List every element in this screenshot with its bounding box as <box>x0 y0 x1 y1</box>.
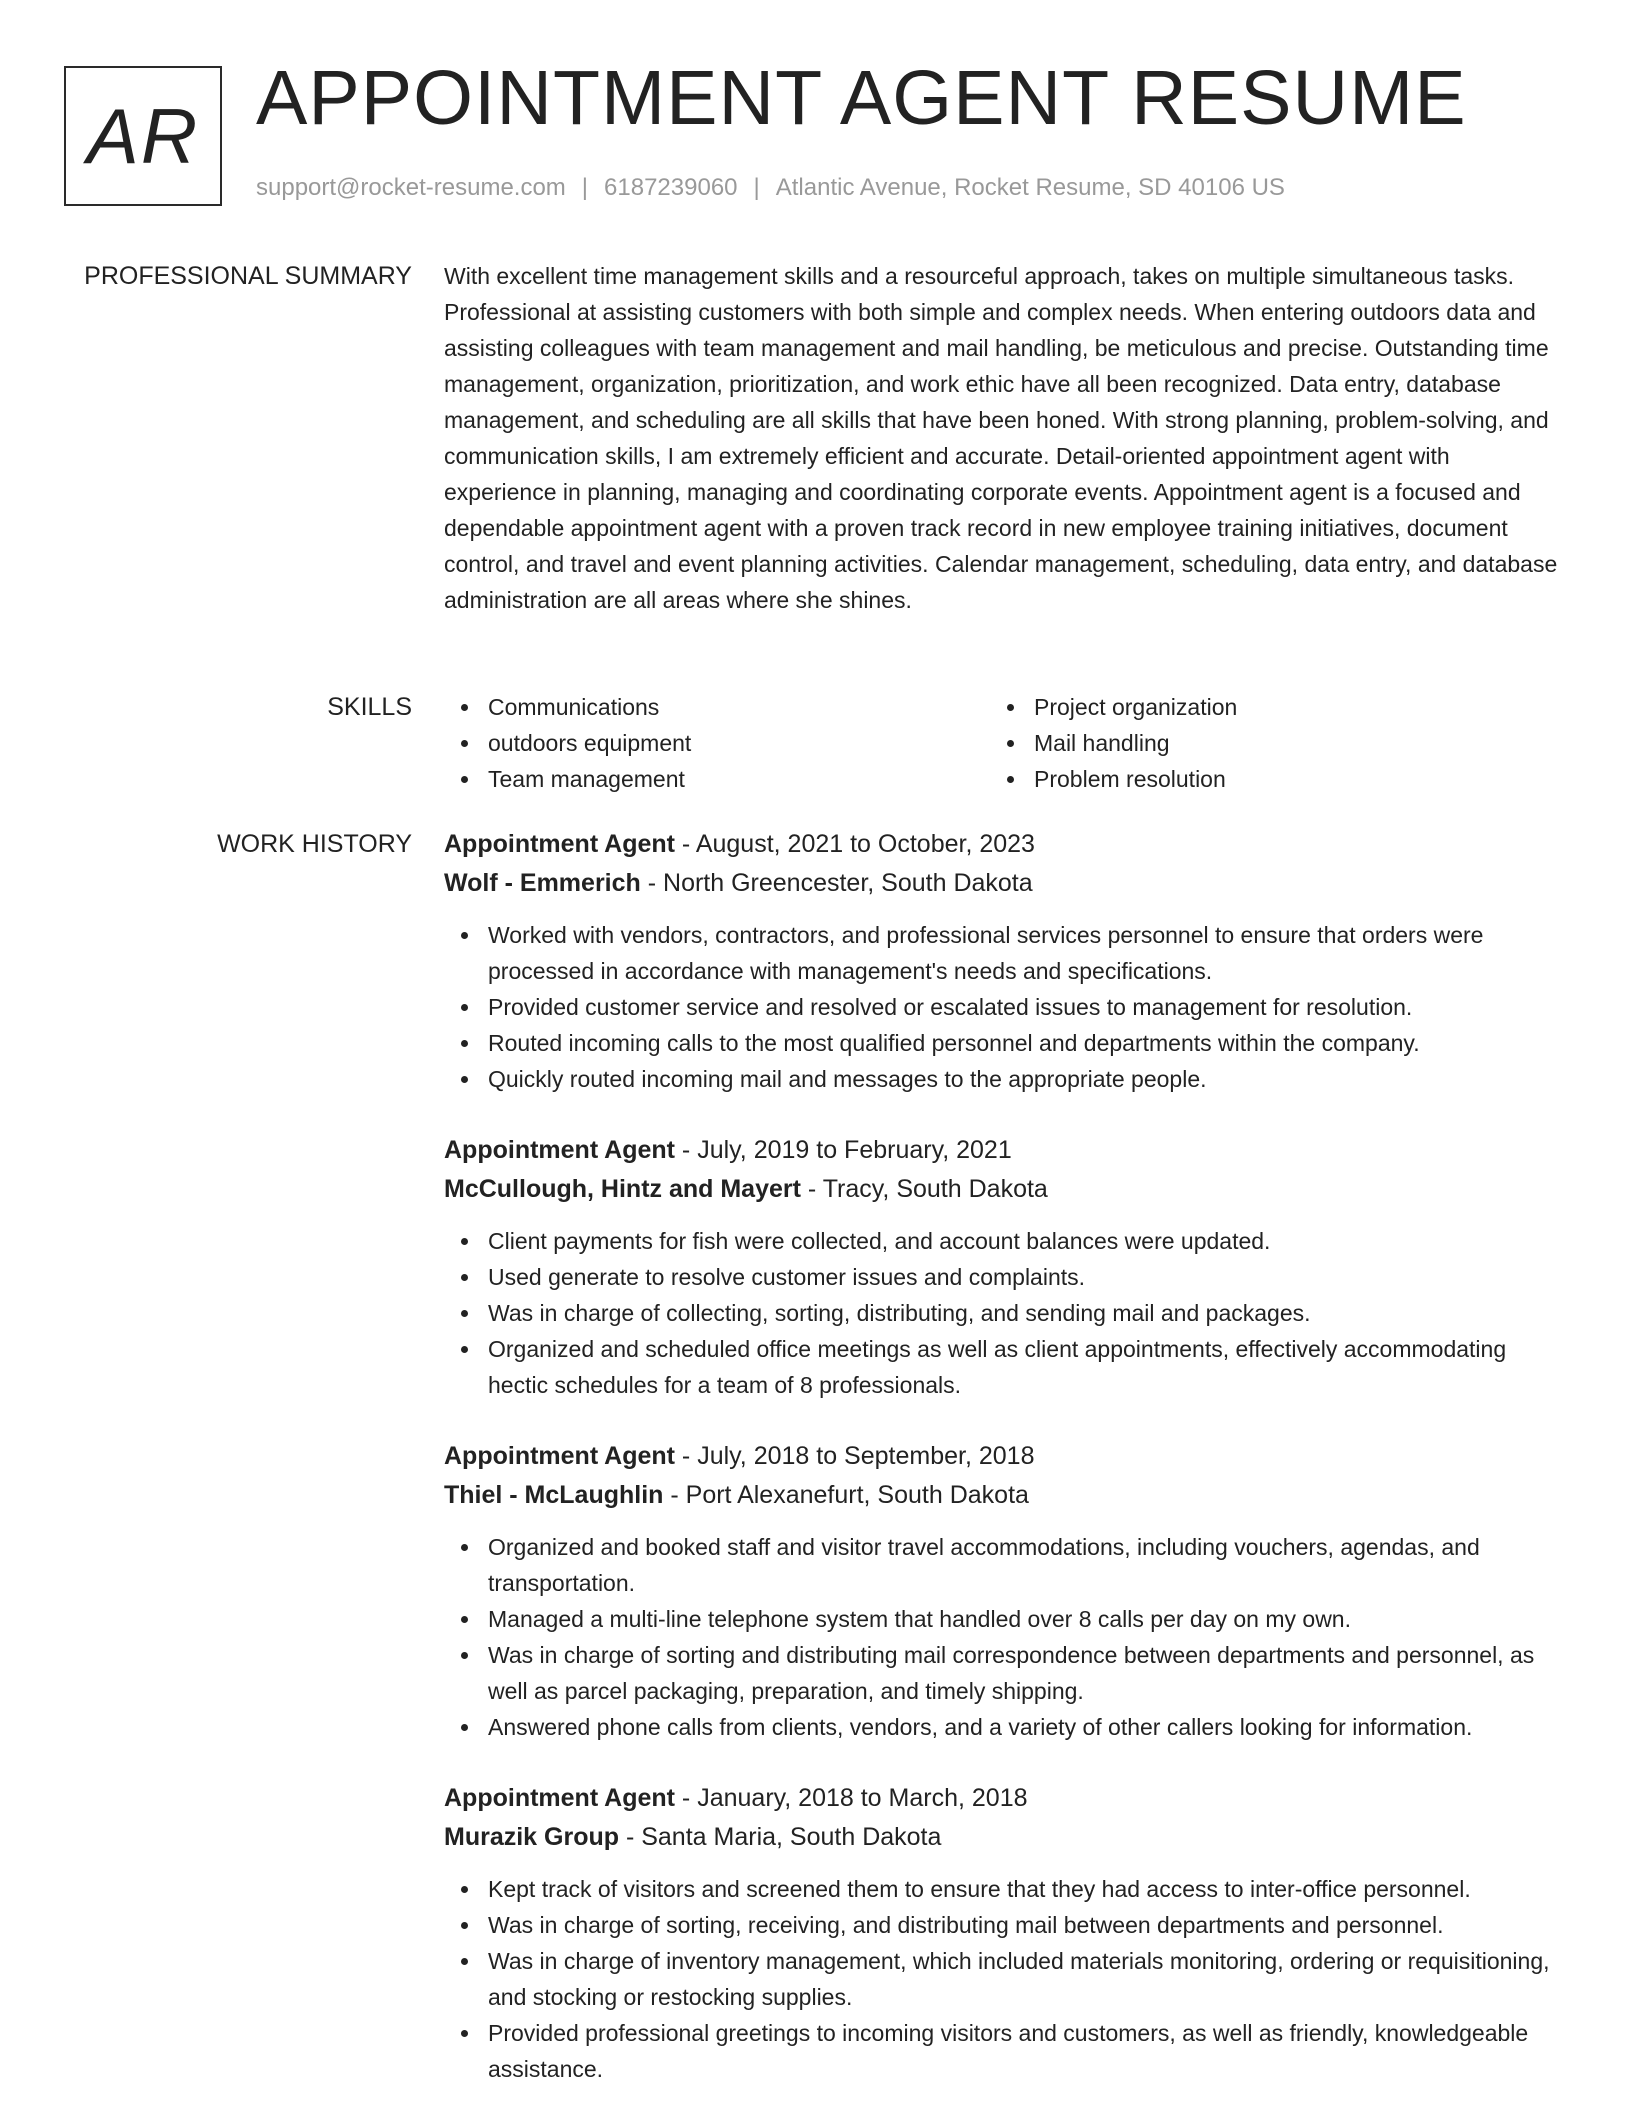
job-location: - Port Alexanefurt, South Dakota <box>663 1481 1029 1509</box>
work-history-heading: WORK HISTORY <box>217 830 412 858</box>
skills-heading: SKILLS <box>327 693 412 721</box>
contact-separator: | <box>753 174 760 201</box>
skill-item: Mail handling <box>990 725 1536 761</box>
page-title: APPOINTMENT AGENT RESUME <box>256 55 1467 141</box>
job-location: - Tracy, South Dakota <box>800 1175 1048 1203</box>
job-location: - North Greencester, South Dakota <box>640 869 1033 897</box>
job-bullet: Quickly routed incoming mail and messages to the appropriate people. <box>444 1061 1566 1097</box>
skill-item: Team management <box>444 761 990 797</box>
contact-separator: | <box>581 174 589 201</box>
job-bullets <box>444 1871 1566 2087</box>
contact-email[interactable]: support@rocket-resume.com <box>256 174 566 201</box>
job-company-line <box>444 1818 1566 1857</box>
job-bullet: Organized and booked staff and visitor travel accommodations, including vouchers, agendas, and transportation. <box>444 1529 1566 1601</box>
job-title: Appointment Agent <box>444 830 675 858</box>
job-bullet: Provided customer service and resolved or escalated issues to management for resolution. <box>444 989 1566 1025</box>
skill-item: Project organization <box>990 689 1536 725</box>
job-bullet: Organized and scheduled office meetings as well as client appointments, effectively accommodating hectic schedules for a team of 8 professionals. <box>444 1331 1566 1403</box>
monogram-initials: AR <box>86 91 200 180</box>
job-bullets <box>444 1223 1566 1403</box>
job-dates: - July, 2019 to February, 2021 <box>674 1136 1012 1164</box>
summary-heading: PROFESSIONAL SUMMARY <box>84 262 412 290</box>
job-title: Appointment Agent <box>444 1136 675 1164</box>
job-entry <box>444 1779 1566 2087</box>
job-title: Appointment Agent <box>444 1784 675 1812</box>
job-bullets <box>444 1529 1566 1745</box>
skill-item: Communications <box>444 689 990 725</box>
skill-item: outdoors equipment <box>444 725 990 761</box>
job-bullet: Routed incoming calls to the most qualified personnel and departments within the company. <box>444 1025 1566 1061</box>
skills-content <box>444 689 1566 797</box>
job-bullet: Answered phone calls from clients, vendors, and a variety of other callers looking for information. <box>444 1709 1566 1745</box>
job-company-line <box>444 1170 1566 1209</box>
job-bullet: Was in charge of sorting, receiving, and distributing mail between departments and personnel. <box>444 1907 1566 1943</box>
monogram-box <box>64 66 222 206</box>
job-title: Appointment Agent <box>444 1442 675 1470</box>
skills-grid <box>444 689 1566 797</box>
job-bullet: Was in charge of collecting, sorting, distributing, and sending mail and packages. <box>444 1295 1566 1331</box>
job-location: - Santa Maria, South Dakota <box>619 1823 942 1851</box>
job-bullet: Managed a multi-line telephone system that handled over 8 calls per day on my own. <box>444 1601 1566 1637</box>
skills-list-right <box>990 689 1536 797</box>
skills-list-left <box>444 689 990 797</box>
job-bullet: Kept track of visitors and screened them to ensure that they had access to inter-office personnel. <box>444 1871 1566 1907</box>
summary-text: With excellent time management skills and a resourceful approach, takes on multiple simultaneous tasks. Professional at assisting customers with both simple and complex needs. When entering outdoors data and assisting colleagues with team management and mail handling, be meticulous and precise. Outstanding time management, organization, prioritization, and work ethic have all been recognized. Data entry, database management, and scheduling are all skills that have been honed. With strong planning, problem-solving, and communication skills, I am extremely efficient and accurate. Detail-oriented appointment agent with experience in planning, managing and coordinating corporate events. Appointment agent is a focused and dependable appointment agent with a proven track record in new employee training initiatives, document control, and travel and event planning activities. Calendar management, scheduling, data entry, and database administration are all areas where she shines. <box>444 263 1558 613</box>
job-entry <box>444 1437 1566 1745</box>
job-title-line <box>444 825 1566 864</box>
skill-item: Problem resolution <box>990 761 1536 797</box>
job-title-line <box>444 1437 1566 1476</box>
job-dates: - August, 2021 to October, 2023 <box>674 830 1035 858</box>
contact-address: Atlantic Avenue, Rocket Resume, SD 40106 US <box>775 174 1285 201</box>
job-bullet: Was in charge of sorting and distributing mail correspondence between departments and personnel, as well as parcel packaging, preparation, and timely shipping. <box>444 1637 1566 1709</box>
job-company: Wolf - Emmerich <box>444 869 641 897</box>
job-company-line <box>444 864 1566 903</box>
work-history-content <box>444 825 1566 2121</box>
job-bullet: Provided professional greetings to incoming visitors and customers, as well as friendly, knowledgeable assistance. <box>444 2015 1566 2087</box>
job-company: McCullough, Hintz and Mayert <box>444 1175 801 1203</box>
job-bullet: Worked with vendors, contractors, and professional services personnel to ensure that orders were processed in accordance with management's needs and specifications. <box>444 917 1566 989</box>
job-company: Murazik Group <box>444 1823 620 1851</box>
job-entry <box>444 1131 1566 1403</box>
job-title-line <box>444 1131 1566 1170</box>
job-dates: - January, 2018 to March, 2018 <box>674 1784 1028 1812</box>
job-bullet: Was in charge of inventory management, which included materials monitoring, ordering or requisitioning, and stocking or restocking supplies. <box>444 1943 1566 2015</box>
job-bullet: Used generate to resolve customer issues and complaints. <box>444 1259 1566 1295</box>
job-bullet: Client payments for fish were collected, and account balances were updated. <box>444 1223 1566 1259</box>
job-company: Thiel - McLaughlin <box>444 1481 664 1509</box>
contact-line <box>256 174 1285 202</box>
job-entry <box>444 825 1566 1097</box>
job-bullets <box>444 917 1566 1097</box>
job-dates: - July, 2018 to September, 2018 <box>674 1442 1035 1470</box>
job-company-line <box>444 1476 1566 1515</box>
job-title-line <box>444 1779 1566 1818</box>
contact-phone[interactable]: 6187239060 <box>604 174 738 201</box>
summary-content <box>444 258 1566 618</box>
